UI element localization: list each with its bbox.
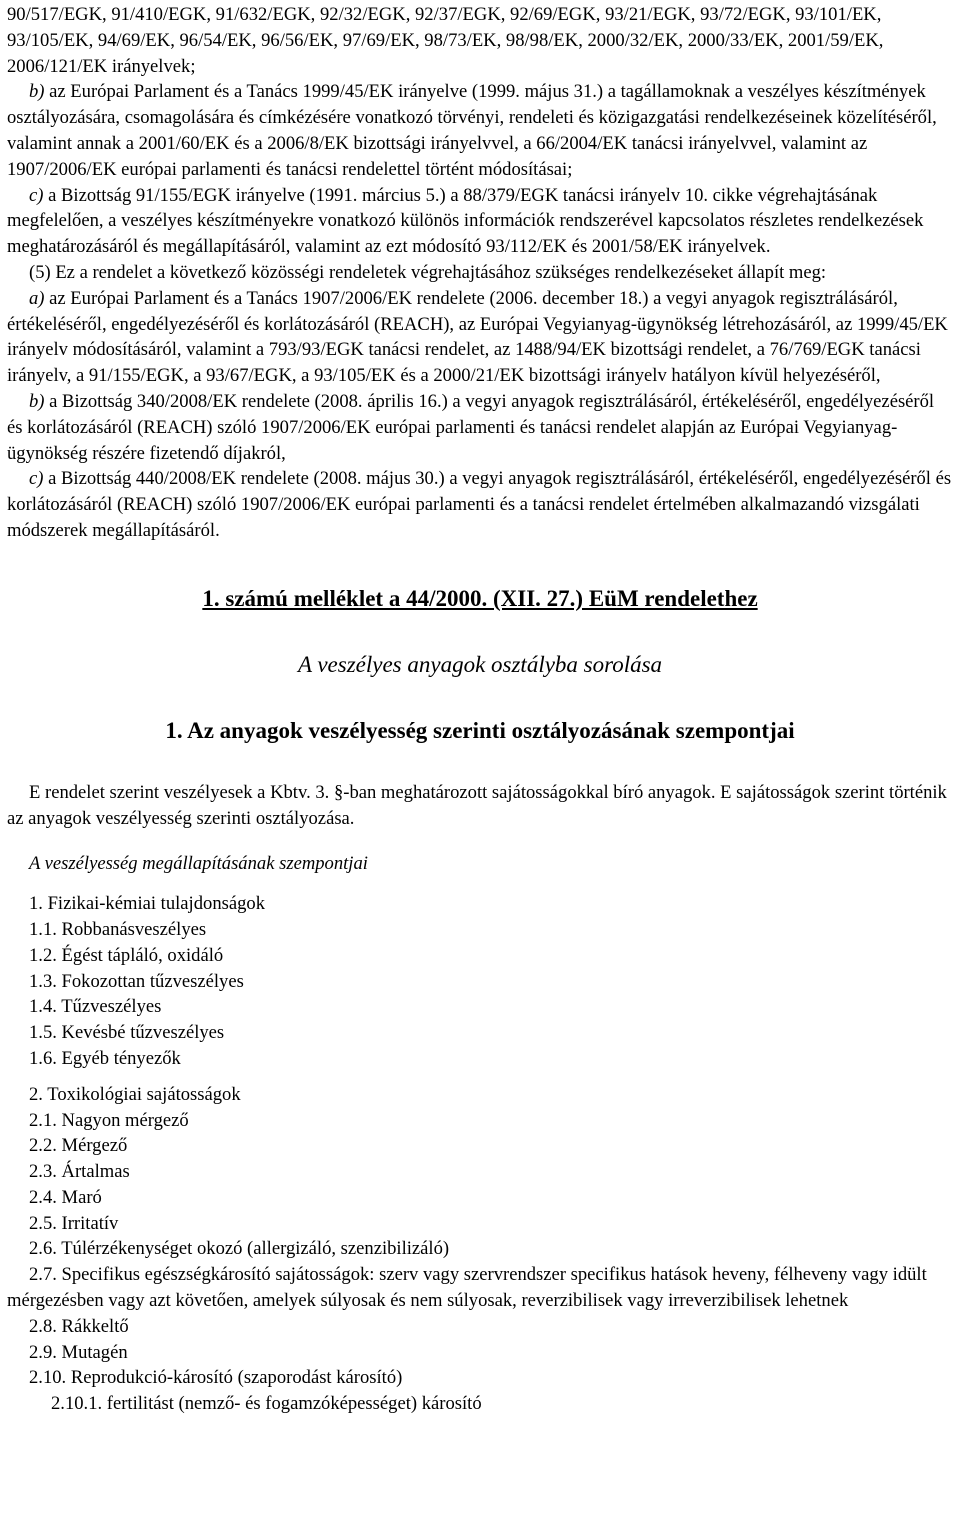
list-item: 1.3. Fokozottan tűzveszélyes (29, 970, 244, 992)
paragraph-text: az Európai Parlament és a Tanács 1999/45/EK irányelve (1999. május 31.) a tagállamoknak a veszélyes készítmények osztályozására, csomagolására és címkézésére vonatkozó törvényi, rendeleti és közigazgatási rendelkezéseinek közelítéséről, valamint annak a 2001/60/EK és a 2006/8/EK bizottsági irányelvvel, a 66/2004/EK tanácsi irányelvvel, valamint az 1907/2006/EK európai parlamenti és tanácsi rendelettel történt módosításai; (7, 81, 937, 180)
paragraph-text: az Európai Parlament és a Tanács 1907/2006/EK rendelete (2006. december 18.) a vegyi anyagok regisztrálásáról, értékeléséről, engedélyezéséről és korlátozásáról (REACH), az Európai Vegyianyag-ügynökség létrehozásáról, az 1999/45/EK irányelv módosításáról, valamint a 793/93/EGK tanácsi rendelet, az 1488/94/EK bizottsági rendelet, a 76/769/EGK tanácsi irányelv, a 91/155/EGK, a 93/67/EGK, a 93/105/EK és a 2000/21/EK bizottsági irányelv hatályon kívül helyezéséről, (7, 287, 948, 387)
criteria-group-toxicological (7, 1082, 953, 1417)
paragraph-text: a Bizottság 340/2008/EK rendelete (2008. április 16.) a vegyi anyagok regisztrálásáról, értékeléséről, engedélyezéséről és korlátozásáról (REACH) szóló 1907/2006/EK európai parlamenti és tanácsi rendelet alapján az Európai Vegyianyag-ügynökség részére fizetendő díjakról, (7, 390, 935, 464)
list-item: 2.1. Nagyon mérgező (29, 1109, 189, 1131)
list-item: 2.9. Mutagén (29, 1341, 128, 1363)
list-item: 2.10.1. fertilitást (nemző- és fogamzóképességet) károsító (51, 1393, 482, 1415)
list-item: 1. Fizikai-kémiai tulajdonságok (29, 893, 265, 915)
item-label: b) (29, 81, 45, 103)
criteria-heading: A veszélyesség megállapításának szempontjai (29, 853, 368, 875)
list-item: 2. Toxikológiai sajátosságok (29, 1083, 241, 1105)
paragraph-b-1999-45 (7, 79, 953, 182)
list-item: 1.6. Egyéb tényezők (29, 1047, 181, 1069)
list-item: 2.5. Irritatív (29, 1212, 119, 1234)
list-item: 2.3. Ártalmas (29, 1161, 130, 1183)
list-item: 2.10. Reprodukció-károsító (szaporodást károsító) (29, 1367, 403, 1389)
list-item: 2.8. Rákkeltő (29, 1315, 129, 1337)
annex-subtitle: A veszélyes anyagok osztályba sorolása (297, 651, 663, 677)
paragraph-text: a Bizottság 91/155/EGK irányelve (1991. március 5.) a 88/379/EGK tanácsi irányelv 10. cikke végrehajtásának megfelelően, a veszélyes készítményekre vonatkozó különös információk rendszerével kapcsolatos részletes rendelkezések meghatározásáról és megállapításáról, valamint az ezt módosító 93/112/EK és 2001/58/EK irányelvek. (7, 184, 924, 258)
paragraph-directive-list: 90/517/EGK, 91/410/EGK, 91/632/EGK, 92/32/EGK, 92/37/EGK, 92/69/EGK, 93/21/EGK, 93/72/EGK, 93/101/EK, 93/105/EK, 94/69/EK, 96/54/EK, 96/56/EK, 97/69/EK, 98/73/EK, 98/98/EK, 2000/32/EK, 2000/33/EK, 2001/59/EK, 2006/121/EK irányelvek; (7, 4, 884, 77)
list-item: 2.7. Specifikus egészségkárosító sajátosságok: szerv vagy szervrendszer specifikus hatások heveny, félheveny vagy idült mérgezésben vagy azt követően, amelyek súlyosak és nem súlyosak, reverzibilisek vagy irreverzibilisek lehetnek (7, 1264, 927, 1312)
item-label: b) (29, 390, 45, 412)
item-label: a) (29, 287, 45, 309)
section-title: 1. Az anyagok veszélyesség szerinti osztályozásának szempontjai (165, 717, 795, 743)
list-item: 1.5. Kevésbé tűzveszélyes (29, 1022, 225, 1044)
list-item: 1.4. Tűzveszélyes (29, 996, 162, 1018)
paragraph-5: (5) Ez a rendelet a következő közösségi rendeletek végrehajtásához szükséges rendelkezéseket állapít meg: (29, 261, 827, 283)
intro-paragraph: E rendelet szerint veszélyesek a Kbtv. 3. §-ban meghatározott sajátosságokkal bíró anyagok. E sajátosságok szerint történik az anyagok veszélyesség szerinti osztályozása. (7, 781, 947, 829)
list-item: 1.2. Égést tápláló, oxidáló (29, 944, 224, 966)
paragraph-c-91-155 (7, 183, 953, 260)
paragraph-text: a Bizottság 440/2008/EK rendelete (2008. május 30.) a vegyi anyagok regisztrálásáról, értékeléséről, engedélyezéséről és korlátozásáról (REACH) szóló 1907/2006/EK európai parlamenti és a tanácsi rendelet értelmében alkalmazandó vizsgálati módszerek megállapításáról. (7, 468, 952, 541)
paragraph-c-440-2008 (7, 466, 953, 543)
paragraph-b-340-2008 (7, 389, 953, 466)
item-label: c) (29, 468, 44, 490)
criteria-group-physicochemical (29, 891, 953, 1072)
item-label: c) (29, 184, 44, 206)
list-item: 1.1. Robbanásveszélyes (29, 918, 207, 940)
criteria-list (7, 891, 953, 1417)
list-item: 2.2. Mérgező (29, 1135, 128, 1157)
paragraph-a-1907-2006 (7, 286, 953, 389)
list-item: 2.4. Maró (29, 1186, 102, 1208)
list-item: 2.6. Túlérzékenységet okozó (allergizáló, szenzibilizáló) (29, 1238, 450, 1260)
annex-title: 1. számú melléklet a 44/2000. (XII. 27.) EüM rendelethez (202, 585, 758, 611)
